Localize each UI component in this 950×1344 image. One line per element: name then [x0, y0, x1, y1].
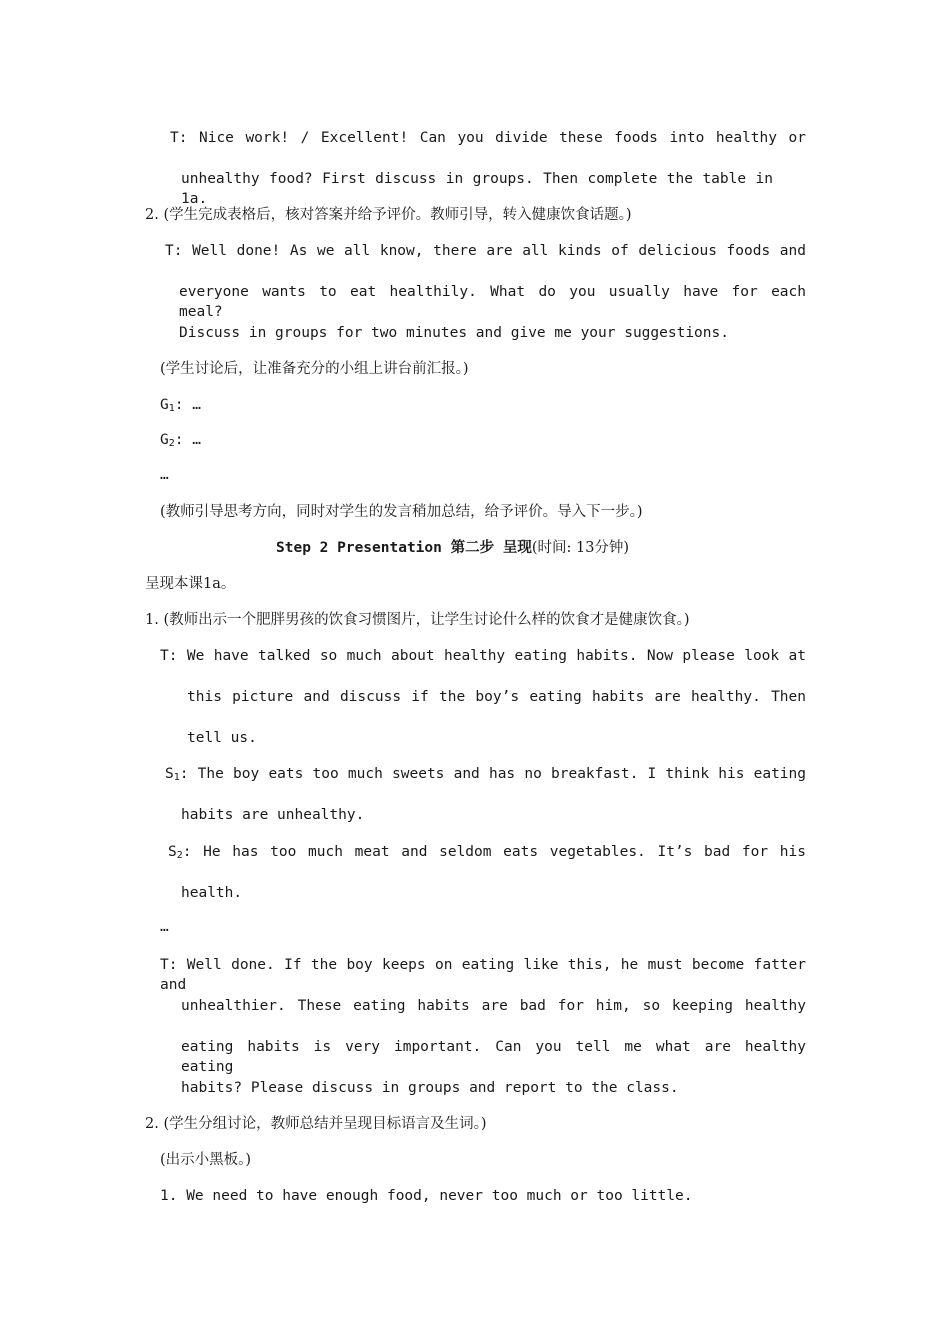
text-line: T: Well done. If the boy keeps on eating like this, he must become fatter and: [160, 957, 806, 993]
text-line: T: Well done! As we all know, there are all kinds of delicious foods and: [165, 243, 806, 259]
section-heading: [276, 538, 629, 558]
speaker-label: S: [165, 766, 174, 782]
text-line: habits are unhealthy.: [181, 807, 365, 823]
text-line: [160, 395, 201, 419]
speaker-number: 2: [168, 438, 175, 449]
line-text: : …: [174, 397, 201, 413]
line-text: : The boy eats too much sweets and has no breakfast. I think his eating: [179, 766, 806, 782]
speaker-label: S: [168, 844, 177, 860]
text-line: habits? Please discuss in groups and report to the class.: [181, 1080, 679, 1096]
text-line: (出示小黑板。): [160, 1152, 252, 1168]
text-line: [168, 842, 806, 866]
text-line: unhealthier. These eating habits are bad for him, so keeping healthy: [181, 998, 806, 1014]
speaker-number: 1: [173, 772, 180, 783]
text-line: 1. We need to have enough food, never too much or too little.: [160, 1188, 693, 1204]
text-line: tell us.: [187, 730, 257, 746]
speaker-number: 1: [168, 403, 175, 414]
text-line: …: [160, 919, 169, 935]
text-line: [160, 430, 201, 454]
text-line: everyone wants to eat healthily. What do you usually have for each meal?: [179, 284, 806, 320]
text-line: this picture and discuss if the boy’s eating habits are healthy. Then: [187, 689, 806, 705]
speaker-label: G: [160, 397, 169, 413]
text-line: 1. (教师出示一个肥胖男孩的饮食习惯图片，让学生讨论什么样的饮食才是健康饮食。): [145, 612, 690, 628]
text-line: (教师引导思考方向，同时对学生的发言稍加总结，给予评价。导入下一步。): [160, 504, 643, 520]
line-text: : He has too much meat and seldom eats vegetables. It’s bad for his: [182, 844, 806, 860]
speaker-label: G: [160, 432, 169, 448]
text-line: 2. (学生分组讨论，教师总结并呈现目标语言及生词。): [145, 1116, 487, 1132]
text-line: Discuss in groups for two minutes and give me your suggestions.: [179, 325, 729, 341]
text-line: unhealthy food? First discuss in groups. Then complete the table in 1a.: [181, 171, 773, 207]
text-line: eating habits is very important. Can you tell me what are healthy eating: [181, 1039, 806, 1075]
text-line: (学生讨论后，让准备充分的小组上讲台前汇报。): [160, 361, 469, 377]
line-text: : …: [174, 432, 201, 448]
speaker-number: 2: [176, 850, 183, 861]
text-line: [165, 764, 806, 788]
text-line: T: Nice work! / Excellent! Can you divide these foods into healthy or: [170, 130, 806, 146]
text-line: 2. (学生完成表格后，核对答案并给予评价。教师引导，转入健康饮食话题。): [145, 207, 632, 223]
text-line: health.: [181, 885, 243, 901]
text-line: …: [160, 467, 169, 483]
heading-time: (时间: 13分钟): [531, 540, 630, 556]
text-line: 呈现本课1a。: [145, 576, 236, 592]
heading-title: Step 2 Presentation 第二步 呈现: [276, 540, 532, 556]
text-line: T: We have talked so much about healthy eating habits. Now please look at: [160, 648, 806, 664]
